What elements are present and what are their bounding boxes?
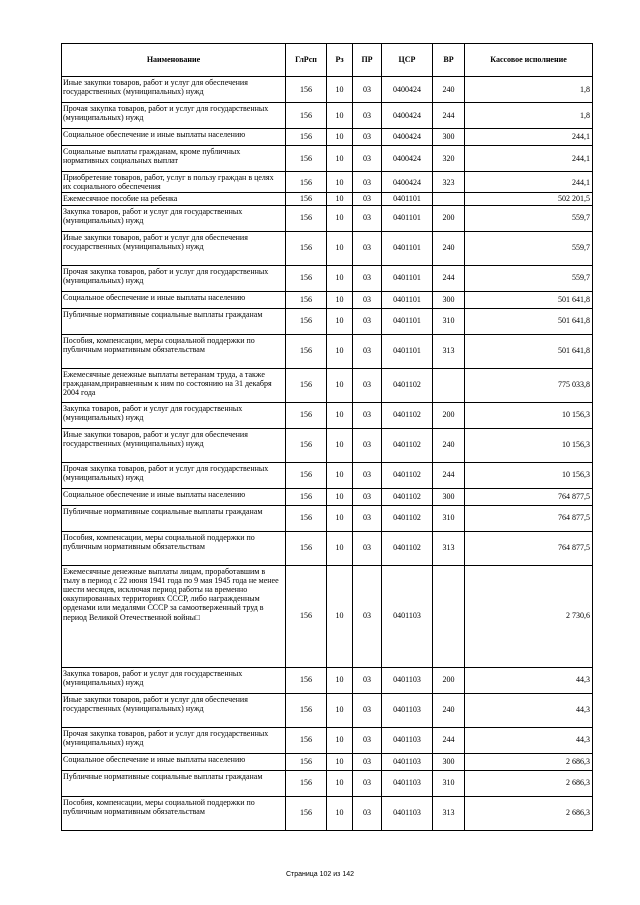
cell-name: Социальное обеспечение и иные выплаты населению — [62, 291, 286, 308]
cell-csr: 0401103 — [382, 796, 433, 830]
cell-pr: 03 — [353, 667, 382, 693]
table-row — [62, 753, 593, 770]
cell-rz: 10 — [327, 402, 353, 428]
cell-vr: 200 — [433, 205, 465, 231]
cell-pr: 03 — [353, 531, 382, 565]
cell-vr: 320 — [433, 146, 465, 172]
cell-csr: 0400424 — [382, 77, 433, 103]
cell-glrsp: 156 — [286, 129, 327, 146]
cell-rz: 10 — [327, 488, 353, 505]
table-row — [62, 505, 593, 531]
cell-glrsp: 156 — [286, 796, 327, 830]
cell-name: Социальное обеспечение и иные выплаты населению — [62, 753, 286, 770]
cell-amount: 1,8 — [465, 77, 593, 103]
cell-amount: 44,3 — [465, 693, 593, 727]
cell-vr: 244 — [433, 265, 465, 291]
cell-amount: 244,1 — [465, 129, 593, 146]
cell-glrsp: 156 — [286, 231, 327, 265]
cell-vr: 240 — [433, 77, 465, 103]
table-row — [62, 172, 593, 193]
cell-vr: 240 — [433, 428, 465, 462]
table-row — [62, 796, 593, 830]
cell-name: Закупка товаров, работ и услуг для государственных (муниципальных) нужд — [62, 667, 286, 693]
table-row — [62, 231, 593, 265]
cell-glrsp: 156 — [286, 428, 327, 462]
cell-rz: 10 — [327, 291, 353, 308]
cell-name: Прочая закупка товаров, работ и услуг для государственных (муниципальных) нужд — [62, 103, 286, 129]
table-row — [62, 368, 593, 402]
cell-pr: 03 — [353, 172, 382, 193]
cell-rz: 10 — [327, 368, 353, 402]
cell-vr: 244 — [433, 103, 465, 129]
cell-rz: 10 — [327, 129, 353, 146]
cell-amount: 1,8 — [465, 103, 593, 129]
cell-pr: 03 — [353, 402, 382, 428]
table-row — [62, 291, 593, 308]
cell-glrsp: 156 — [286, 172, 327, 193]
cell-vr — [433, 193, 465, 205]
cell-vr: 200 — [433, 667, 465, 693]
cell-glrsp: 156 — [286, 727, 327, 753]
cell-rz: 10 — [327, 334, 353, 368]
table-row — [62, 129, 593, 146]
cell-glrsp: 156 — [286, 770, 327, 796]
cell-csr: 0401101 — [382, 193, 433, 205]
cell-csr: 0401103 — [382, 753, 433, 770]
table-row — [62, 693, 593, 727]
cell-csr: 0401102 — [382, 428, 433, 462]
table-row — [62, 531, 593, 565]
cell-vr: 300 — [433, 291, 465, 308]
cell-vr — [433, 565, 465, 667]
table-row — [62, 146, 593, 172]
cell-csr: 0401102 — [382, 488, 433, 505]
cell-csr: 0400424 — [382, 146, 433, 172]
table-row — [62, 334, 593, 368]
cell-csr: 0401101 — [382, 265, 433, 291]
cell-vr: 313 — [433, 334, 465, 368]
cell-glrsp: 156 — [286, 334, 327, 368]
cell-glrsp: 156 — [286, 308, 327, 334]
cell-csr: 0400424 — [382, 172, 433, 193]
cell-pr: 03 — [353, 462, 382, 488]
cell-vr: 240 — [433, 231, 465, 265]
cell-amount: 2 686,3 — [465, 796, 593, 830]
cell-rz: 10 — [327, 308, 353, 334]
cell-glrsp: 156 — [286, 265, 327, 291]
cell-amount: 10 156,3 — [465, 402, 593, 428]
cell-amount: 501 641,8 — [465, 334, 593, 368]
cell-amount: 10 156,3 — [465, 462, 593, 488]
cell-glrsp: 156 — [286, 753, 327, 770]
cell-glrsp: 156 — [286, 667, 327, 693]
cell-csr: 0401101 — [382, 334, 433, 368]
cell-pr: 03 — [353, 193, 382, 205]
cell-glrsp: 156 — [286, 77, 327, 103]
cell-csr: 0401103 — [382, 693, 433, 727]
cell-rz: 10 — [327, 193, 353, 205]
cell-amount: 764 877,5 — [465, 531, 593, 565]
cell-vr — [433, 368, 465, 402]
cell-glrsp: 156 — [286, 488, 327, 505]
cell-glrsp: 156 — [286, 565, 327, 667]
cell-glrsp: 156 — [286, 368, 327, 402]
cell-pr: 03 — [353, 368, 382, 402]
cell-name: Пособия, компенсации, меры социальной поддержки по публичным нормативным обязательствам — [62, 531, 286, 565]
header-name: Наименование — [62, 44, 286, 77]
cell-pr: 03 — [353, 727, 382, 753]
cell-name: Иные закупки товаров, работ и услуг для обеспечения государственных (муниципальных) нужд — [62, 428, 286, 462]
budget-execution-table — [61, 43, 593, 831]
cell-rz: 10 — [327, 77, 353, 103]
cell-rz: 10 — [327, 531, 353, 565]
header-glrsp: ГлРсп — [286, 44, 327, 77]
cell-pr: 03 — [353, 129, 382, 146]
cell-amount: 244,1 — [465, 146, 593, 172]
cell-vr: 313 — [433, 796, 465, 830]
cell-name: Прочая закупка товаров, работ и услуг для государственных (муниципальных) нужд — [62, 265, 286, 291]
cell-rz: 10 — [327, 103, 353, 129]
cell-amount: 501 641,8 — [465, 308, 593, 334]
cell-glrsp: 156 — [286, 103, 327, 129]
cell-amount: 559,7 — [465, 231, 593, 265]
table-row — [62, 77, 593, 103]
cell-csr: 0401103 — [382, 727, 433, 753]
cell-vr: 200 — [433, 402, 465, 428]
cell-csr: 0401102 — [382, 462, 433, 488]
cell-rz: 10 — [327, 231, 353, 265]
cell-csr: 0401101 — [382, 308, 433, 334]
cell-rz: 10 — [327, 727, 353, 753]
cell-rz: 10 — [327, 265, 353, 291]
header-amount: Кассовое исполнение — [465, 44, 593, 77]
header-vr: ВР — [433, 44, 465, 77]
cell-glrsp: 156 — [286, 402, 327, 428]
cell-amount: 559,7 — [465, 205, 593, 231]
cell-name: Социальное обеспечение и иные выплаты населению — [62, 129, 286, 146]
cell-rz: 10 — [327, 753, 353, 770]
cell-name: Прочая закупка товаров, работ и услуг для государственных (муниципальных) нужд — [62, 727, 286, 753]
cell-amount: 501 641,8 — [465, 291, 593, 308]
cell-rz: 10 — [327, 505, 353, 531]
cell-amount: 2 686,3 — [465, 753, 593, 770]
cell-vr: 244 — [433, 727, 465, 753]
cell-rz: 10 — [327, 172, 353, 193]
cell-glrsp: 156 — [286, 205, 327, 231]
cell-glrsp: 156 — [286, 291, 327, 308]
cell-name: Ежемесячные денежные выплаты ветеранам труда, а также гражданам,приравненным к ним по состоянию на 31 декабря 2004 года — [62, 368, 286, 402]
cell-name: Пособия, компенсации, меры социальной поддержки по публичным нормативным обязательствам — [62, 796, 286, 830]
cell-name: Иные закупки товаров, работ и услуг для обеспечения государственных (муниципальных) нужд — [62, 77, 286, 103]
cell-amount: 10 156,3 — [465, 428, 593, 462]
cell-rz: 10 — [327, 146, 353, 172]
cell-vr: 323 — [433, 172, 465, 193]
table-row — [62, 565, 593, 667]
cell-glrsp: 156 — [286, 693, 327, 727]
cell-csr: 0401101 — [382, 291, 433, 308]
cell-rz: 10 — [327, 770, 353, 796]
cell-pr: 03 — [353, 308, 382, 334]
cell-name: Закупка товаров, работ и услуг для государственных (муниципальных) нужд — [62, 205, 286, 231]
header-row — [62, 44, 593, 77]
header-rz: Рз — [327, 44, 353, 77]
cell-pr: 03 — [353, 265, 382, 291]
cell-pr: 03 — [353, 693, 382, 727]
cell-name: Социальное обеспечение и иные выплаты населению — [62, 488, 286, 505]
cell-csr: 0401102 — [382, 368, 433, 402]
cell-pr: 03 — [353, 428, 382, 462]
cell-glrsp: 156 — [286, 193, 327, 205]
cell-csr: 0400424 — [382, 129, 433, 146]
cell-amount: 2 730,6 — [465, 565, 593, 667]
cell-name: Социальные выплаты гражданам, кроме публичных нормативных социальных выплат — [62, 146, 286, 172]
cell-pr: 03 — [353, 291, 382, 308]
cell-csr: 0400424 — [382, 103, 433, 129]
cell-name: Прочая закупка товаров, работ и услуг для государственных (муниципальных) нужд — [62, 462, 286, 488]
table-row — [62, 205, 593, 231]
cell-vr: 313 — [433, 531, 465, 565]
cell-amount: 775 033,8 — [465, 368, 593, 402]
cell-pr: 03 — [353, 205, 382, 231]
cell-pr: 03 — [353, 146, 382, 172]
cell-csr: 0401103 — [382, 770, 433, 796]
table-row — [62, 402, 593, 428]
table-row — [62, 667, 593, 693]
table-row — [62, 462, 593, 488]
cell-glrsp: 156 — [286, 146, 327, 172]
cell-csr: 0401102 — [382, 402, 433, 428]
cell-name: Пособия, компенсации, меры социальной поддержки по публичным нормативным обязательствам — [62, 334, 286, 368]
table-row — [62, 488, 593, 505]
cell-csr: 0401102 — [382, 505, 433, 531]
cell-vr: 300 — [433, 488, 465, 505]
cell-vr: 240 — [433, 693, 465, 727]
cell-rz: 10 — [327, 205, 353, 231]
cell-pr: 03 — [353, 770, 382, 796]
cell-pr: 03 — [353, 505, 382, 531]
table-row — [62, 428, 593, 462]
cell-rz: 10 — [327, 462, 353, 488]
cell-csr: 0401103 — [382, 565, 433, 667]
cell-vr: 300 — [433, 753, 465, 770]
cell-pr: 03 — [353, 231, 382, 265]
cell-vr: 310 — [433, 505, 465, 531]
cell-pr: 03 — [353, 796, 382, 830]
cell-pr: 03 — [353, 488, 382, 505]
cell-pr: 03 — [353, 565, 382, 667]
table-row — [62, 103, 593, 129]
cell-name: Ежемесячное пособие на ребенка — [62, 193, 286, 205]
cell-csr: 0401101 — [382, 231, 433, 265]
page-number: Страница 102 из 142 — [285, 871, 355, 878]
cell-name: Иные закупки товаров, работ и услуг для обеспечения государственных (муниципальных) нужд — [62, 231, 286, 265]
cell-name: Ежемесячные денежные выплаты лицам, проработавшим в тылу в период с 22 июня 1941 года по 9 мая 1945 года не менее шести месяцев, исключая период работы на временно оккупированных территориях СССР, либо награжденным орденами или медалями СССР за самоотверженный труд в период Великой Отечественной войны□ — [62, 565, 286, 667]
header-pr: ПР — [353, 44, 382, 77]
cell-amount: 764 877,5 — [465, 505, 593, 531]
cell-pr: 03 — [353, 77, 382, 103]
table-row — [62, 265, 593, 291]
cell-rz: 10 — [327, 796, 353, 830]
cell-csr: 0401103 — [382, 667, 433, 693]
cell-rz: 10 — [327, 565, 353, 667]
cell-rz: 10 — [327, 667, 353, 693]
table-row — [62, 770, 593, 796]
table-body — [62, 77, 593, 831]
table-row — [62, 727, 593, 753]
cell-glrsp: 156 — [286, 505, 327, 531]
cell-pr: 03 — [353, 103, 382, 129]
header-csr: ЦСР — [382, 44, 433, 77]
table-row — [62, 308, 593, 334]
cell-rz: 10 — [327, 693, 353, 727]
cell-vr: 310 — [433, 770, 465, 796]
cell-rz: 10 — [327, 428, 353, 462]
cell-amount: 44,3 — [465, 727, 593, 753]
cell-name: Публичные нормативные социальные выплаты гражданам — [62, 505, 286, 531]
cell-amount: 44,3 — [465, 667, 593, 693]
cell-vr: 300 — [433, 129, 465, 146]
table-header — [62, 44, 593, 77]
cell-amount: 559,7 — [465, 265, 593, 291]
cell-vr: 244 — [433, 462, 465, 488]
cell-name: Иные закупки товаров, работ и услуг для обеспечения государственных (муниципальных) нужд — [62, 693, 286, 727]
cell-name: Закупка товаров, работ и услуг для государственных (муниципальных) нужд — [62, 402, 286, 428]
cell-name: Приобретение товаров, работ, услуг в пользу граждан в целях их социального обеспечения — [62, 172, 286, 193]
cell-amount: 502 201,5 — [465, 193, 593, 205]
cell-name: Публичные нормативные социальные выплаты гражданам — [62, 308, 286, 334]
cell-amount: 764 877,5 — [465, 488, 593, 505]
cell-csr: 0401101 — [382, 205, 433, 231]
cell-amount: 2 686,3 — [465, 770, 593, 796]
cell-pr: 03 — [353, 753, 382, 770]
cell-glrsp: 156 — [286, 531, 327, 565]
cell-glrsp: 156 — [286, 462, 327, 488]
cell-pr: 03 — [353, 334, 382, 368]
table-row — [62, 193, 593, 205]
cell-amount: 244,1 — [465, 172, 593, 193]
cell-csr: 0401102 — [382, 531, 433, 565]
cell-vr: 310 — [433, 308, 465, 334]
cell-name: Публичные нормативные социальные выплаты гражданам — [62, 770, 286, 796]
